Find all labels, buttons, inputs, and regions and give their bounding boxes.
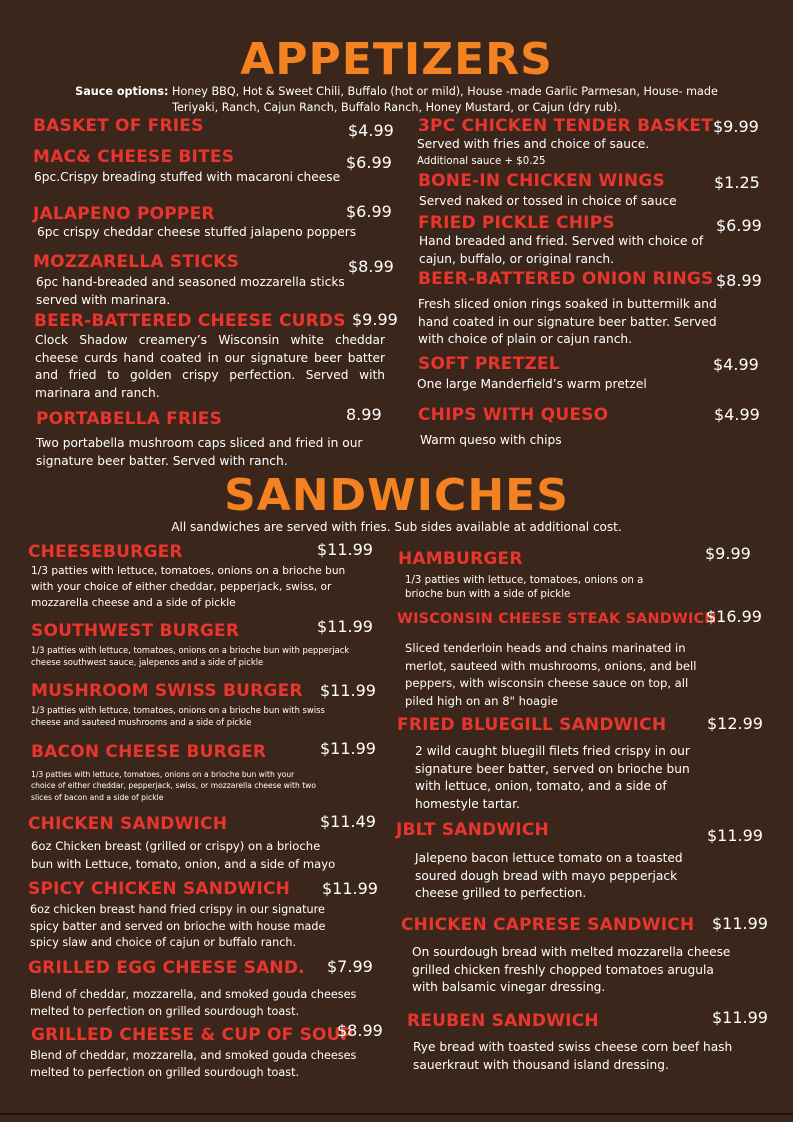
sandwiches-note: All sandwiches are served with fries. Sub sides available at additional cost.: [171, 520, 622, 534]
item-description: 1/3 patties with lettuce, tomatoes, onions on a brioche bun with swiss cheese and sauteed mushrooms and a side of pickle: [31, 705, 325, 727]
item-description: One large Manderfield’s warm pretzel: [417, 377, 647, 391]
sauce-options-text: Honey BBQ, Hot & Sweet Chili, Buffalo (hot or mild), House -made Garlic Parmesan, House- made Teriyaki, Ranch, Cajun Ranch, Buffalo Ranch, Honey Mustard, or Cajun (dry rub).: [168, 85, 718, 114]
item-price: $11.49: [320, 812, 376, 831]
item-description: Warm queso with chips: [420, 433, 562, 447]
sauce-options: [60, 84, 733, 115]
item-description: Hand breaded and fried. Served with choice of cajun, buffalo, or original ranch.: [419, 234, 704, 266]
item-price: 8.99: [346, 405, 382, 424]
item-description: 6oz Chicken breast (grilled or crispy) on a brioche bun with Lettuce, tomato, onion, and a side of mayo: [31, 839, 336, 871]
item-name: GRILLED EGG CHEESE SAND.: [28, 958, 305, 978]
item-description: 1/3 patties with lettuce, tomatoes, onions on a brioche bun with your choice of either cheddar, pepperjack, swiss, or mozzarella cheese with two slices of bacon and a side of pickle: [31, 770, 317, 802]
item-name: MUSHROOM SWISS BURGER: [31, 681, 303, 701]
item-price: $4.99: [714, 405, 760, 424]
item-description: Fresh sliced onion rings soaked in buttermilk and hand coated in our signature beer batter. Served with choice of plain or cajun ranch.: [418, 297, 717, 346]
item-price: $9.99: [352, 310, 398, 329]
item-name: BACON CHEESE BURGER: [31, 742, 267, 762]
item-price: $11.99: [317, 540, 373, 559]
item-price: $11.99: [322, 879, 378, 898]
item-name: FRIED PICKLE CHIPS: [418, 213, 615, 233]
item-description: Served with fries and choice of sauce.: [417, 137, 650, 151]
item-name: JALAPENO POPPER: [33, 204, 215, 224]
item-price: $8.99: [337, 1021, 383, 1040]
item-name: CHICKEN CAPRESE SANDWICH: [401, 915, 695, 935]
item-price: $9.99: [705, 544, 751, 563]
item-price: $12.99: [707, 714, 763, 733]
item-description: Two portabella mushroom caps sliced and fried in our signature beer batter. Served with ranch.: [36, 436, 363, 468]
item-description: On sourdough bread with melted mozzarella cheese grilled chicken freshly chopped tomatoes arugula with balsamic vinegar dressing.: [412, 945, 731, 994]
item-description: 1/3 patties with lettuce, tomatoes, onions on a brioche bun with your choice of either cheddar, pepperjack, swiss, or mozzarella cheese and a side of pickle: [31, 565, 346, 609]
item-name: CHICKEN SANDWICH: [28, 814, 228, 834]
item-price: $11.99: [320, 739, 376, 758]
item-name: CHEESEBURGER: [28, 542, 183, 562]
item-name: BEER-BATTERED CHEESE CURDS: [34, 311, 346, 331]
item-name: MOZZARELLA STICKS: [33, 252, 240, 272]
item-price: $9.99: [713, 117, 759, 136]
item-name: SPICY CHICKEN SANDWICH: [28, 879, 291, 899]
item-description: 1/3 patties with lettuce, tomatoes, onions on a brioche bun with pepperjack cheese southwest sauce, jalepenos and a side of pickle: [31, 645, 350, 667]
item-price: $11.99: [317, 617, 373, 636]
item-name: MAC& CHEESE BITES: [33, 147, 235, 167]
item-price: $6.99: [346, 202, 392, 221]
item-price: $4.99: [348, 121, 394, 140]
item-description: 6oz chicken breast hand fried crispy in our signature spicy batter and served on brioche with house made spicy slaw and choice of cajun or buffalo ranch.: [30, 903, 326, 949]
item-price: $1.25: [714, 173, 760, 192]
item-extra-note: Additional sauce + $0.25: [417, 156, 546, 167]
item-name: SOFT PRETZEL: [418, 354, 560, 374]
item-price: $11.99: [712, 914, 768, 933]
item-price: $11.99: [707, 826, 763, 845]
item-name: BEER-BATTERED ONION RINGS: [418, 269, 714, 289]
item-price: $16.99: [706, 607, 762, 626]
item-description: Blend of cheddar, mozzarella, and smoked gouda cheeses melted to perfection on grilled sourdough toast.: [30, 988, 357, 1018]
item-name: 3PC CHICKEN TENDER BASKET: [418, 116, 714, 136]
item-description: Sliced tenderloin heads and chains marinated in merlot, sauteed with mushrooms, onions, and bell peppers, with wisconsin cheese sauce on top, all piled high on an 8" hoagie: [405, 641, 697, 708]
item-description: 6pc hand-breaded and seasoned mozzarella sticks served with marinara.: [36, 275, 345, 307]
item-name: FRIED BLUEGILL SANDWICH: [397, 715, 667, 735]
sauce-options-label: Sauce options:: [75, 85, 169, 98]
item-description: 2 wild caught bluegill filets fried crispy in our signature beer batter, served on brioche bun with lettuce, onion, tomato, and a side of homestyle tartar.: [415, 744, 690, 811]
item-description: 6pc.Crispy breading stuffed with macaroni cheese: [34, 170, 341, 184]
appetizers-title: APPETIZERS: [240, 34, 553, 85]
item-description: Served naked or tossed in choice of sauce: [419, 194, 677, 208]
item-price: $6.99: [346, 153, 392, 172]
item-name: WISCONSIN CHEESE STEAK SANDWICH: [397, 611, 717, 627]
item-description: 6pc crispy cheddar cheese stuffed jalapeno poppers: [37, 225, 357, 239]
item-name: CHIPS WITH QUESO: [418, 405, 609, 425]
item-price: $4.99: [713, 355, 759, 374]
item-name: REUBEN SANDWICH: [407, 1011, 599, 1031]
item-description: Jalepeno bacon lettuce tomato on a toasted soured dough bread with mayo pepperjack cheese grilled to perfection.: [415, 851, 683, 900]
item-price: $11.99: [712, 1008, 768, 1027]
item-name: BONE-IN CHICKEN WINGS: [418, 171, 665, 191]
item-price: $7.99: [327, 957, 373, 976]
item-name: GRILLED CHEESE & CUP OF SOUP: [31, 1025, 354, 1045]
item-description: Clock Shadow creamery’s Wisconsin white cheddar cheese curds hand coated in our signature beer batter and fried to golden crispy perfection. Served with marinara and ranch.: [35, 333, 385, 400]
item-price: $8.99: [348, 257, 394, 276]
item-price: $8.99: [716, 271, 762, 290]
item-name: HAMBURGER: [398, 549, 523, 569]
sandwiches-title: SANDWICHES: [224, 470, 569, 521]
item-price: $6.99: [716, 216, 762, 235]
bottom-divider: [0, 1113, 793, 1115]
item-description: Rye bread with toasted swiss cheese corn beef hash sauerkraut with thousand island dressing.: [413, 1040, 733, 1072]
item-price: $11.99: [320, 681, 376, 700]
item-name: SOUTHWEST BURGER: [31, 621, 240, 641]
item-name: JBLT SANDWICH: [396, 820, 549, 840]
item-description: Blend of cheddar, mozzarella, and smoked gouda cheeses melted to perfection on grilled sourdough toast.: [30, 1049, 357, 1079]
item-description: 1/3 patties with lettuce, tomatoes, onions on a brioche bun with a side of pickle: [405, 575, 644, 600]
item-name: PORTABELLA FRIES: [36, 409, 223, 429]
item-name: BASKET OF FRIES: [33, 116, 204, 136]
